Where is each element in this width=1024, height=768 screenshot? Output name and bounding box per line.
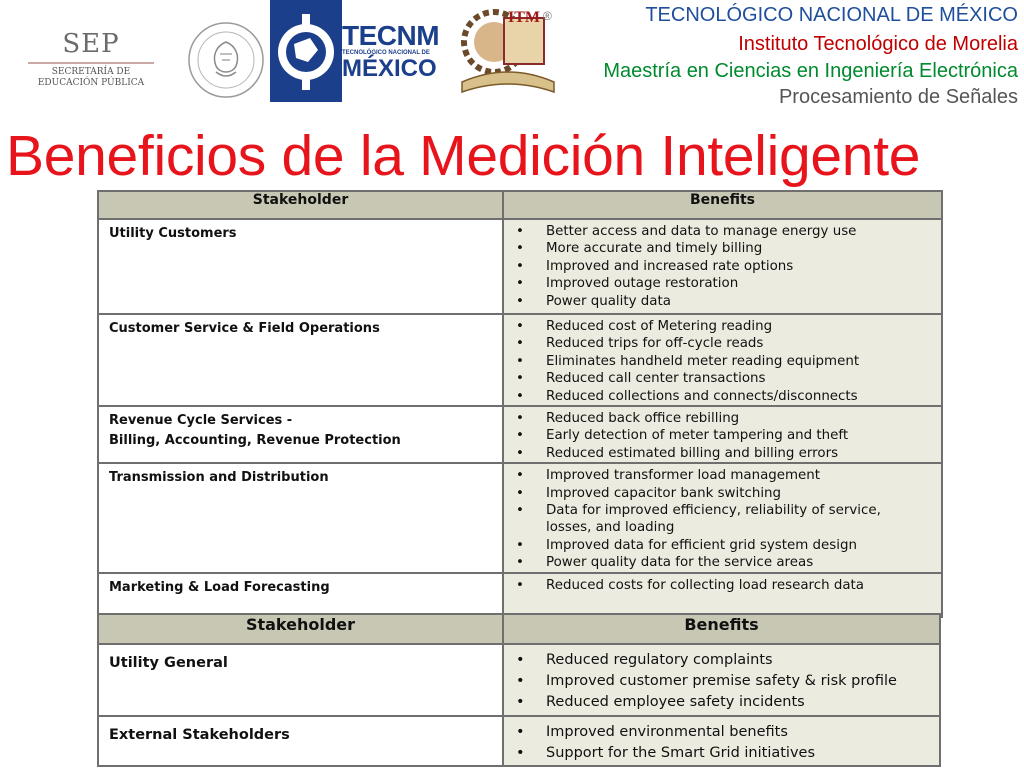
benefit-item: • Power quality data for the service areas [504, 554, 941, 571]
benefit-item: • Reduced collections and connects/disconnects [504, 388, 941, 405]
benefits-list [504, 223, 941, 310]
stakeholder-cell [98, 406, 503, 463]
table-header-row [98, 191, 942, 219]
table-row [98, 644, 940, 716]
stakeholder-name: Revenue Cycle Services - [109, 413, 293, 429]
table-row [98, 406, 942, 463]
benefit-item: • Support for the Smart Grid initiatives [504, 743, 939, 764]
stakeholder-name: External Stakeholders [109, 727, 290, 743]
benefits-list [504, 577, 941, 594]
benefit-item: • Improved and increased rate options [504, 258, 941, 275]
stakeholder-name: Transmission and Distribution [109, 470, 329, 486]
mexico-seal-logo [186, 20, 266, 100]
benefits-cell [503, 716, 940, 766]
column-header-stakeholder: Stakeholder [98, 614, 503, 644]
table-row [98, 314, 942, 406]
tecnm-logo-country: MÉXICO [342, 55, 437, 82]
benefits-cell [503, 406, 942, 463]
benefit-item: • Reduced costs for collecting load research data [504, 577, 941, 594]
tecnm-gear-icon [270, 0, 342, 102]
stakeholder-cell [98, 644, 503, 716]
sep-logo-line2: EDUCACIÓN PÚBLICA [37, 78, 145, 88]
sep-logo-rule [28, 62, 154, 64]
benefit-item: • Reduced regulatory complaints [504, 650, 939, 671]
itm-logo-letters: ITM [508, 9, 540, 26]
sep-logo-line1: SECRETARÍA DE [51, 67, 131, 77]
benefits-table-2 [97, 613, 941, 767]
slide-title: Beneficios de la Medición Inteligente [6, 124, 921, 188]
benefits-cell [503, 573, 942, 617]
benefit-item: • Improved transformer load management [504, 467, 941, 484]
benefit-item: • Reduced back office rebilling [504, 410, 941, 427]
header-program: Maestría en Ciencias en Ingeniería Electrónica [603, 60, 1018, 82]
benefit-item: • Reduced cost of Metering reading [504, 318, 941, 335]
column-header-stakeholder: Stakeholder [98, 191, 503, 219]
stakeholder-name: Utility Customers [109, 226, 237, 241]
benefit-item: • More accurate and timely billing [504, 240, 941, 257]
column-header-benefits: Benefits [503, 614, 940, 644]
benefit-item: • Eliminates handheld meter reading equipment [504, 353, 941, 370]
tecnm-logo-subtext: TECNOLÓGICO NACIONAL DE [342, 50, 430, 56]
stakeholder-name: Customer Service & Field Operations [109, 321, 380, 336]
table-header-row [98, 614, 940, 644]
benefit-item: • Reduced employee safety incidents [504, 692, 939, 713]
stakeholder-cell [98, 219, 503, 314]
benefit-item: • Reduced call center transactions [504, 370, 941, 387]
table-row [98, 463, 942, 572]
benefits-list [504, 318, 941, 405]
table-row [98, 716, 940, 766]
header-institution-national: TECNOLÓGICO NACIONAL DE MÉXICO [645, 4, 1018, 26]
tecnm-logo [270, 0, 456, 102]
stakeholder-cell [98, 314, 503, 406]
sep-logo [16, 30, 166, 100]
stakeholder-subname: Billing, Accounting, Revenue Protection [109, 433, 401, 449]
column-header-benefits: Benefits [503, 191, 942, 219]
benefits-list [504, 467, 941, 571]
tecnm-logo-word: TECNM [342, 20, 440, 51]
header-course: Procesamiento de Señales [778, 86, 1018, 108]
sep-logo-word: SEP [62, 29, 120, 59]
stakeholder-name: Marketing & Load Forecasting [109, 579, 330, 595]
benefit-item: • Improved outage restoration [504, 275, 941, 292]
benefit-item: • Improved environmental benefits [504, 722, 939, 743]
benefits-cell [503, 644, 940, 716]
header-institute-morelia: Instituto Tecnológico de Morelia [738, 33, 1018, 55]
benefit-item: • Reduced estimated billing and billing errors [504, 445, 941, 462]
benefit-item: • Better access and data to manage energy use [504, 223, 941, 240]
benefit-item: • Early detection of meter tampering and theft [504, 427, 941, 444]
table-row [98, 573, 942, 617]
benefit-item: • Improved capacitor bank switching [504, 485, 941, 502]
benefits-list [504, 650, 939, 713]
benefits-list [504, 722, 939, 764]
registered-mark: ® [543, 9, 552, 23]
stakeholder-cell [98, 716, 503, 766]
benefits-list [504, 410, 941, 462]
benefits-cell [503, 314, 942, 406]
benefits-table-1 [97, 190, 943, 618]
benefit-item: • Improved customer premise safety & risk profile [504, 671, 939, 692]
benefit-item: • Reduced trips for off-cycle reads [504, 335, 941, 352]
table-row [98, 219, 942, 314]
benefits-cell [503, 463, 942, 572]
benefit-item: • Data for improved efficiency, reliability of service, losses, and loading [504, 502, 916, 537]
benefits-cell [503, 219, 942, 314]
benefit-item: • Power quality data [504, 293, 941, 310]
stakeholder-name: Utility General [109, 655, 228, 671]
benefit-item: • Improved data for efficient grid system design [504, 537, 941, 554]
stakeholder-cell [98, 573, 503, 617]
stakeholder-cell [98, 463, 503, 572]
